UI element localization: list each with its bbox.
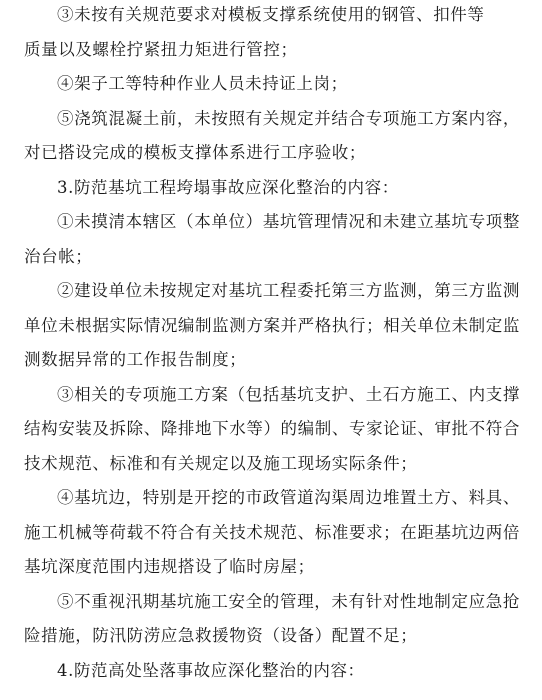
section-heading-fall-prevention: 4.防范高处坠落事故应深化整治的内容：	[57, 660, 365, 680]
paragraph-formwork-materials: ③未按有关规范要求对模板支撑系统使用的钢管、扣件等	[57, 5, 485, 24]
paragraph-formwork-materials-cont: 质量以及螺栓拧紧扭力矩进行管控；	[24, 39, 298, 59]
paragraph-pit-ledger: ①未摸清本辖区（本单位）基坑管理情况和未建立基坑专项整治台帐；	[24, 212, 520, 266]
paragraph-scaffolder-certification: ④架子工等特种作业人员未持证上岗；	[57, 74, 348, 93]
paragraph-pit-edge-loads: ④基坑边，特别是开挖的市政管道沟渠周边堆置土方、料具、施工机械等荷载不符合有关技术规范、标准要求；在距基坑边两倍基坑深度范围内违规搭设了临时房屋；	[24, 488, 520, 576]
paragraph-special-construction-plan: ③相关的专项施工方案（包括基坑支护、土石方施工、内支撑结构安装及拆除、降排地下水等）的编制、专家论证、审批不符合技术规范、标准和有关规定以及施工现场实际条件；	[24, 384, 520, 473]
section-heading-foundation-pit: 3.防范基坑工程垮塌事故应深化整治的内容：	[57, 177, 399, 197]
document-body	[24, 0, 520, 688]
paragraph-third-party-monitoring: ②建设单位未按规定对基坑工程委托第三方监测，第三方监测单位未根据实际情况编制监测方案并严格执行；相关单位未制定监测数据异常的工作报告制度；	[24, 281, 520, 369]
paragraph-flood-season-safety: ⑤不重视汛期基坑施工安全的管理，未有针对性地制定应急抢险措施，防汛防涝应急救援物资（设备）配置不足；	[24, 591, 520, 645]
paragraph-concrete-inspection: ⑤浇筑混凝土前，未按照有关规定并结合专项施工方案内容，对已搭设完成的模板支撑体系进行工序验收；	[24, 108, 520, 162]
